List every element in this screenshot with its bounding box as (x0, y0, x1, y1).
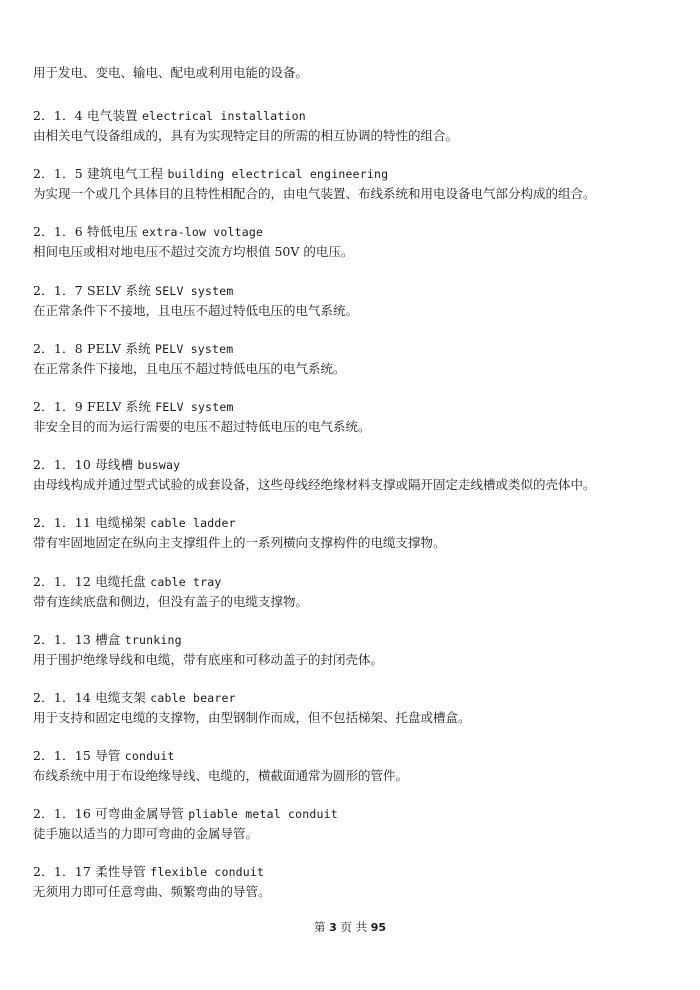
term-entry (33, 339, 683, 397)
term-heading (33, 222, 683, 242)
clause-number: 2．1．9 (33, 398, 83, 414)
term-chinese: 可弯曲金属导管 (95, 806, 185, 822)
term-chinese: 电缆支架 (95, 689, 147, 705)
term-heading (33, 688, 683, 708)
term-entry (33, 746, 683, 804)
term-entry (33, 281, 683, 339)
term-definition: 无须用力即可任意弯曲、频繁弯曲的导管。 (33, 884, 271, 900)
term-heading (33, 281, 683, 301)
term-definition: 非安全目的而为运行需要的电压不超过特低电压的电气系统。 (33, 418, 371, 434)
term-english: PELV system (155, 341, 234, 356)
footer-total-pages: 95 (370, 921, 387, 934)
term-english: electrical installation (142, 109, 306, 123)
term-english: cable bearer (150, 690, 236, 705)
term-chinese: 特低电压 (87, 224, 138, 240)
term-heading (33, 746, 683, 766)
clause-number: 2．1．11 (33, 515, 92, 531)
intro-line: 用于发电、变电、输电、配电或利用电能的设备。 (33, 65, 309, 80)
clause-number: 2．1．14 (33, 689, 92, 705)
term-definition: 相间电压或相对地电压不超过交流方均根值 50V 的电压。 (33, 244, 354, 260)
footer-page-number: 3 (329, 921, 337, 934)
term-definition: 徒手施以适当的力即可弯曲的金属导管。 (33, 826, 259, 842)
clause-number: 2．1．4 (33, 108, 83, 123)
term-heading (33, 862, 683, 882)
term-chinese: 电气装置 (87, 108, 138, 123)
clause-number: 2．1．15 (33, 748, 92, 764)
term-chinese: SELV 系统 (87, 282, 151, 298)
term-chinese: 建筑电气工程 (87, 166, 164, 182)
footer-middle: 页 共 (340, 920, 368, 934)
term-english: cable tray (150, 574, 222, 589)
term-definition: 布线系统中用于布设绝缘导线、电缆的，横截面通常为圆形的管件。 (33, 768, 409, 784)
term-entry (33, 862, 683, 920)
clause-number: 2．1．7 (33, 282, 83, 298)
term-english: SELV system (155, 283, 234, 298)
term-list (33, 106, 683, 921)
term-chinese: 柔性导管 (95, 864, 147, 880)
term-definition: 在正常条件下接地，且电压不超过特低电压的电气系统。 (33, 360, 346, 376)
term-entry (33, 630, 683, 688)
term-english: extra-low voltage (142, 225, 264, 240)
term-heading (33, 397, 683, 417)
term-definition: 用于支持和固定电缆的支撑物，由型钢制作而成，但不包括梯架、托盘或槽盒。 (33, 709, 471, 725)
term-chinese: 导管 (95, 748, 121, 764)
clause-number: 2．1．8 (33, 340, 83, 356)
term-definition: 带有牢固地固定在纵向主支撑组件上的一系列横向支撑构件的电缆支撑物。 (33, 535, 446, 551)
term-english: conduit (124, 749, 175, 764)
clause-number: 2．1．16 (33, 806, 92, 822)
term-chinese: PELV 系统 (87, 340, 151, 356)
term-chinese: 母线槽 (95, 457, 134, 473)
term-entry (33, 164, 683, 222)
term-definition: 为实现一个或几个具体目的且特性相配合的，由电气装置、布线系统和用电设备电气部分构成的组合。 (33, 186, 596, 202)
clause-number: 2．1．17 (33, 864, 92, 880)
term-heading (33, 339, 683, 359)
term-entry (33, 106, 683, 164)
clause-number: 2．1．12 (33, 573, 92, 589)
term-entry (33, 804, 683, 862)
term-entry (33, 572, 683, 630)
term-english: building electrical engineering (167, 167, 389, 182)
term-chinese: 电缆梯架 (95, 515, 147, 531)
clause-number: 2．1．13 (33, 631, 92, 647)
term-heading (33, 513, 683, 533)
term-entry (33, 397, 683, 455)
term-definition: 用于围护绝缘导线和电缆，带有底座和可移动盖子的封闭壳体。 (33, 651, 384, 667)
term-english: busway (137, 458, 181, 473)
term-english: flexible conduit (150, 865, 265, 880)
term-english: cable ladder (150, 516, 236, 531)
term-chinese: 电缆托盘 (95, 573, 147, 589)
clause-number: 2．1．6 (33, 224, 83, 240)
clause-number: 2．1．5 (33, 166, 83, 182)
footer-prefix: 第 (313, 920, 326, 934)
term-heading (33, 164, 683, 184)
term-heading (33, 106, 683, 126)
term-entry (33, 513, 683, 571)
term-entry (33, 688, 683, 746)
term-chinese: 槽盒 (95, 631, 121, 647)
term-heading (33, 804, 683, 824)
term-definition: 由相关电气设备组成的，具有为实现特定目的所需的相互协调的特性的组合。 (33, 128, 459, 143)
term-english: trunking (124, 632, 182, 647)
term-entry (33, 222, 683, 280)
term-heading (33, 455, 683, 475)
term-heading (33, 572, 683, 592)
term-definition: 由母线构成并通过型式试验的成套设备，这些母线经绝缘材料支撑或隔开固定走线槽或类似的壳体中。 (33, 477, 596, 493)
term-definition: 在正常条件下不接地，且电压不超过特低电压的电气系统。 (33, 302, 359, 318)
clause-number: 2．1．10 (33, 457, 92, 473)
term-definition: 带有连续底盘和侧边，但没有盖子的电缆支撑物。 (33, 593, 309, 609)
term-entry (33, 455, 683, 513)
term-english: pliable metal conduit (188, 807, 338, 822)
term-english: FELV system (155, 399, 234, 414)
term-chinese: FELV 系统 (87, 398, 152, 414)
page-footer (0, 920, 700, 935)
term-heading (33, 630, 683, 650)
